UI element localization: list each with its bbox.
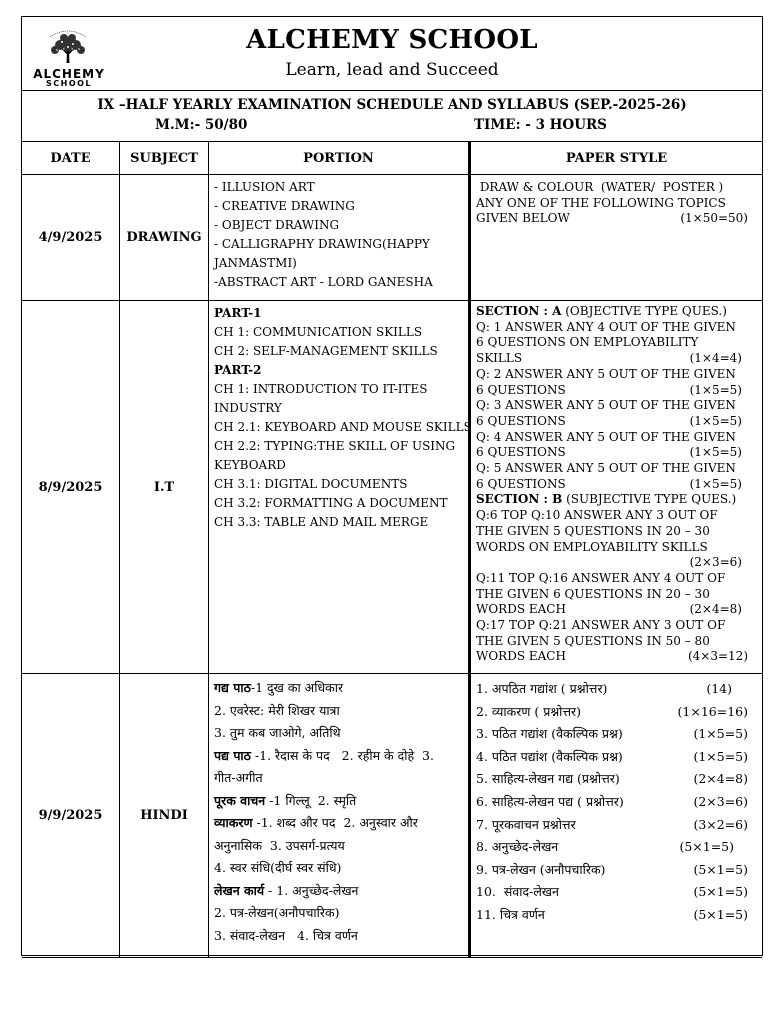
style-text: 5. साहित्य-लेखन गद्य (प्रश्नोत्तर) (476, 771, 620, 787)
marks-text: (1×16=16) (677, 703, 748, 719)
portion-text: - 1. अनुच्छेद-लेखन (264, 882, 359, 898)
style-line (476, 746, 758, 769)
portion-line: CH 3.1: DIGITAL DOCUMENTS (214, 477, 408, 491)
portion-heading: पूरक वाचन (214, 792, 266, 808)
style-text: SKILLS (476, 351, 523, 366)
style-line (476, 211, 758, 227)
style-line (476, 304, 758, 320)
style-line (476, 492, 758, 508)
portion-line: -ABSTRACT ART - LORD GANESHA (214, 275, 433, 289)
subject-cell: I.T (120, 301, 209, 674)
paper-style-cell (470, 674, 763, 958)
style-text: 10. संवाद-लेखन (476, 884, 559, 900)
exam-title: IX –HALF YEARLY EXAMINATION SCHEDULE AND SYLLABUS (SEP.-2025-26) (97, 97, 687, 113)
portion-heading: व्याकरण (214, 815, 253, 830)
style-line: Q: 3 ANSWER ANY 5 OUT OF THE GIVEN (476, 398, 736, 413)
section-desc: (SUBJECTIVE TYPE QUES.) (562, 492, 737, 507)
marks-text: (2×3=6) (693, 793, 748, 809)
style-line (476, 814, 758, 837)
marks-text: (1×50=50) (680, 211, 748, 226)
max-marks: M.M:- 50/80 (155, 117, 248, 133)
marks-text: (2×3=6) (689, 555, 742, 570)
marks-text: (1×5=5) (693, 726, 748, 742)
style-line: ANY ONE OF THE FOLLOWING TOPICS (476, 195, 726, 210)
portion-cell (209, 175, 470, 301)
portion-text: -1 दुख का अधिकार (250, 680, 344, 695)
col-header-date: DATE (22, 142, 120, 175)
section-label: SECTION : A (476, 304, 562, 318)
style-line (476, 768, 758, 791)
portion-line: - CREATIVE DRAWING (214, 199, 355, 213)
marks-text: (5×1=5) (679, 839, 734, 855)
table-row (22, 674, 762, 958)
style-text: 11. चित्र वर्णन (476, 906, 545, 922)
table-row (22, 175, 762, 301)
style-line (476, 414, 758, 430)
marks-text: (3×2=6) (693, 816, 748, 832)
style-line (476, 351, 758, 367)
portion-heading: PART-1 (214, 306, 262, 320)
style-text: 2. व्याकरण ( प्रश्नोत्तर) (476, 703, 582, 719)
marks-text: (5×1=5) (693, 861, 748, 877)
portion-line: 2. एवरेस्ट: मेरी शिखर यात्रा (214, 702, 340, 718)
portion-line: 2. पत्र-लेखन(अनौपचारिक) (214, 905, 340, 920)
style-line (476, 836, 758, 859)
style-text: 4. पठित पद्यांश (वैकल्पिक प्रश्न) (476, 748, 623, 764)
portion-line: अनुनासिक 3. उपसर्ग-प्रत्यय (214, 837, 345, 853)
marks-text: (5×1=5) (693, 884, 748, 900)
style-line (476, 701, 758, 724)
style-line (476, 859, 758, 882)
portion-line: - OBJECT DRAWING (214, 218, 340, 232)
portion-line: 4. स्वर संधि(दीर्घ स्वर संधि) (214, 860, 342, 875)
paper-style-cell (470, 301, 763, 674)
portion-line: गीत-अगीत (214, 770, 263, 785)
style-text: WORDS EACH (476, 602, 566, 617)
portion-line: CH 2: SELF-MANAGEMENT SKILLS (214, 344, 438, 358)
style-text: GIVEN BELOW (476, 211, 570, 226)
portion-line: CH 2.2: TYPING:THE SKILL OF USING (214, 439, 456, 453)
style-text: WORDS EACH (476, 649, 566, 664)
exam-info (22, 91, 762, 142)
style-text: 9. पत्र-लेखन (अनौपचारिक) (476, 861, 606, 877)
portion-line: - ILLUSION ART (214, 180, 315, 194)
portion-line: JANMASTMI) (214, 256, 297, 270)
portion-line: CH 1: INTRODUCTION TO IT-ITES (214, 382, 428, 396)
date-cell: 8/9/2025 (22, 301, 120, 674)
style-line (476, 602, 758, 618)
portion-line (214, 790, 464, 813)
portion-heading: पद्य पाठ (214, 747, 251, 763)
portion-line: CH 3.3: TABLE AND MAIL MERGE (214, 515, 429, 529)
style-line (476, 904, 758, 927)
col-header-portion: PORTION (209, 142, 470, 175)
style-text: 6 QUESTIONS (476, 382, 566, 397)
style-line: THE GIVEN 6 QUESTIONS IN 20 – 30 (476, 586, 710, 601)
table-header-row (22, 142, 762, 175)
portion-line: 3. संवाद-लेखन 4. चित्र वर्णन (214, 927, 358, 943)
portion-line (214, 745, 464, 768)
style-text: 6 QUESTIONS (476, 413, 566, 428)
marks-text: (1×5=5) (689, 445, 742, 460)
marks-text: (14) (706, 681, 732, 696)
col-header-paper-style: PAPER STYLE (470, 142, 763, 175)
portion-line: 3. तुम कब जाओगे, अतिथि (214, 725, 341, 740)
marks-text: (1×5=5) (689, 476, 742, 491)
style-line: THE GIVEN 5 QUESTIONS IN 20 – 30 (476, 523, 710, 538)
exam-time: TIME: - 3 HOURS (474, 117, 607, 133)
portion-heading: लेखन कार्य (214, 882, 265, 898)
school-tagline: Learn, lead and Succeed (285, 60, 499, 80)
portion-line: CH 3.2: FORMATTING A DOCUMENT (214, 496, 448, 510)
portion-line: KEYBOARD (214, 458, 286, 472)
style-line (476, 723, 758, 746)
portion-cell (209, 674, 470, 958)
style-text: 6 QUESTIONS (476, 445, 566, 460)
portion-line (214, 880, 464, 903)
style-line: WORDS ON EMPLOYABILITY SKILLS (476, 539, 708, 554)
style-line (476, 445, 758, 461)
style-line: Q:11 TOP Q:16 ANSWER ANY 4 OUT OF (476, 570, 726, 585)
style-line (476, 791, 758, 814)
paper-style-cell (470, 175, 763, 301)
section-label: SECTION : B (476, 492, 563, 507)
portion-line: INDUSTRY (214, 401, 282, 415)
style-line (476, 477, 758, 493)
portion-heading: गद्य पाठ (214, 680, 251, 695)
table-row (22, 301, 762, 674)
portion-text: -1. शब्द और पद 2. अनुस्वार और (252, 815, 418, 830)
style-text: 6. साहित्य-लेखन पद्य ( प्रश्नोत्तर) (476, 793, 624, 809)
style-line: Q:6 TOP Q:10 ANSWER ANY 3 OUT OF (476, 508, 718, 523)
portion-cell (209, 301, 470, 674)
style-line: Q: 1 ANSWER ANY 4 OUT OF THE GIVEN (476, 319, 736, 334)
marks-text: (2×4=8) (693, 771, 748, 787)
style-line: DRAW & COLOUR (WATER/ POSTER ) (476, 180, 724, 194)
style-text: 3. पठित गद्यांश (वैकल्पिक प्रश्न) (476, 726, 623, 742)
style-line (476, 881, 758, 904)
style-line: Q: 4 ANSWER ANY 5 OUT OF THE GIVEN (476, 429, 736, 444)
style-text: 6 QUESTIONS (476, 476, 566, 491)
portion-heading: PART-2 (214, 363, 262, 377)
style-text: 8. अनुच्छेद-लेखन (476, 839, 559, 855)
portion-line: CH 1: COMMUNICATION SKILLS (214, 325, 423, 339)
portion-line (214, 812, 464, 835)
subject-cell: DRAWING (120, 175, 209, 301)
style-line: Q: 2 ANSWER ANY 5 OUT OF THE GIVEN (476, 366, 736, 381)
date-cell: 9/9/2025 (22, 674, 120, 958)
marks-text: (1×5=5) (693, 748, 748, 764)
marks-text: (1×4=4) (689, 351, 742, 366)
logo-text: ALCHEMY (33, 67, 105, 81)
portion-text: -1. रैदास के पद 2. रहीम के दोहे 3. (250, 747, 434, 763)
marks-text: (1×5=5) (689, 382, 742, 397)
school-header (22, 17, 762, 91)
style-text: 1. अपठित गद्यांश ( प्रश्नोत्तर) (476, 681, 608, 696)
section-desc: (OBJECTIVE TYPE QUES.) (561, 304, 727, 318)
logo-subtext: SCHOOL (45, 79, 93, 88)
portion-line: CH 2.1: KEYBOARD AND MOUSE SKILLS (214, 420, 472, 434)
style-line (476, 678, 758, 701)
portion-line: - CALLIGRAPHY DRAWING(HAPPY (214, 237, 430, 251)
subject-cell: HINDI (120, 674, 209, 958)
schedule-table (22, 141, 762, 958)
school-name: ALCHEMY SCHOOL (246, 25, 538, 55)
col-header-subject: SUBJECT (120, 142, 209, 175)
style-line (476, 649, 758, 665)
style-line (476, 555, 758, 571)
style-text: 7. पूरकवाचन प्रश्नोत्तर (476, 816, 576, 832)
style-line: THE GIVEN 5 QUESTIONS IN 50 – 80 (476, 633, 710, 648)
date-cell: 4/9/2025 (22, 175, 120, 301)
style-line (476, 383, 758, 399)
marks-text: (2×4=8) (689, 602, 742, 617)
style-line: Q:17 TOP Q:21 ANSWER ANY 3 OUT OF (476, 618, 726, 633)
marks-text: (4×3=12) (687, 649, 748, 664)
portion-text: -1 गिल्लू 2. स्मृति (265, 792, 357, 808)
schedule-document (21, 16, 763, 956)
marks-text: (5×1=5) (693, 906, 748, 922)
style-line: Q: 5 ANSWER ANY 5 OUT OF THE GIVEN (476, 461, 736, 476)
marks-text: (1×5=5) (689, 413, 742, 428)
style-line: 6 QUESTIONS ON EMPLOYABILITY (476, 335, 699, 350)
portion-line (214, 677, 464, 700)
